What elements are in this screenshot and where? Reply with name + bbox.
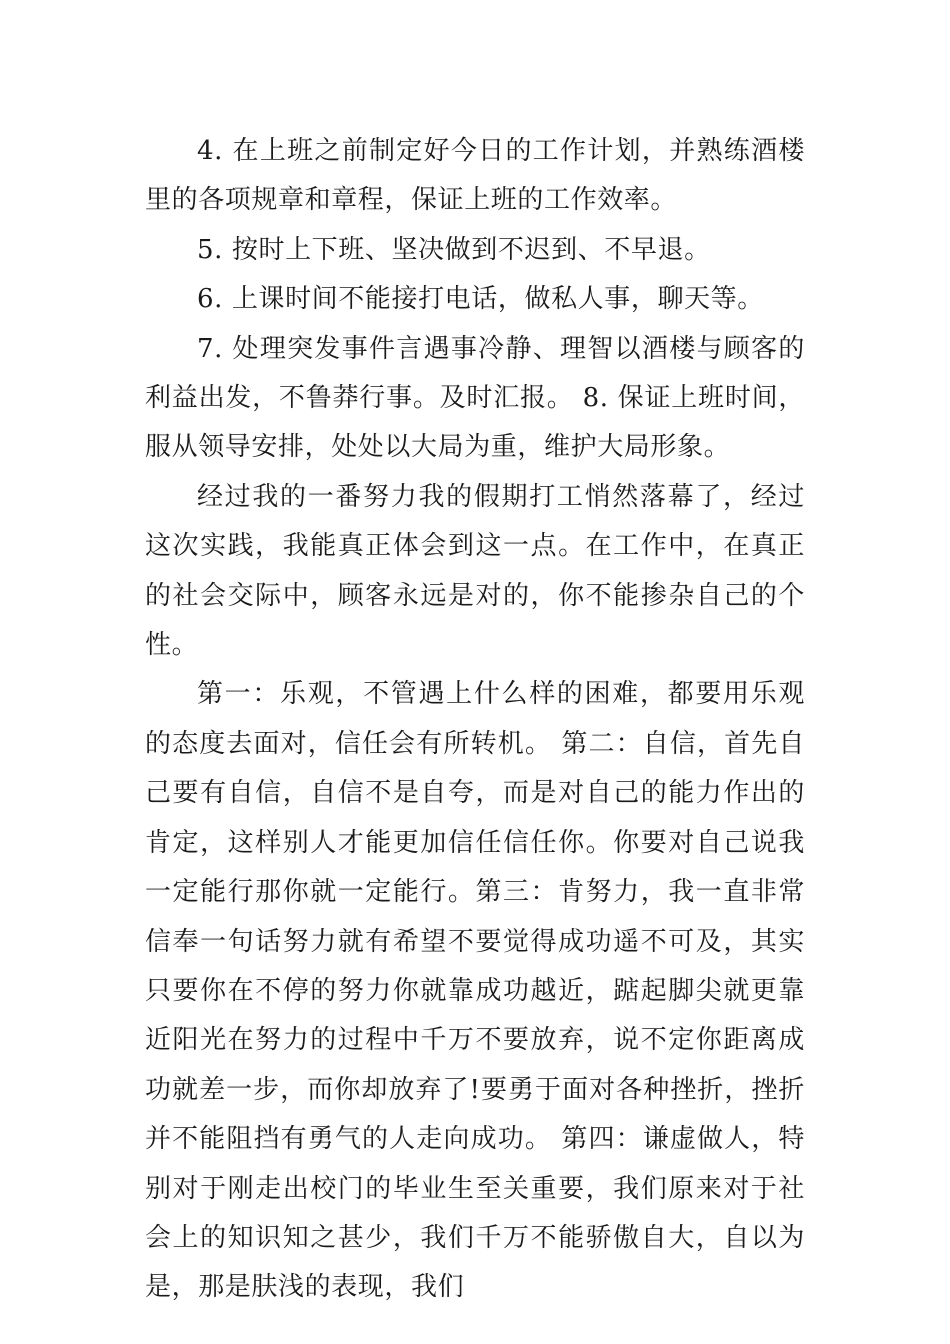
- paragraph-item-5: 5. 按时上下班、坚决做到不迟到、不早退。: [197, 234, 711, 265]
- paragraph-lessons: 第一：乐观，不管遇上什么样的困难，都要用乐观的态度去面对，信任会有所转机。 第二：自信，首先自己要有自信，自信不是自夸，而是对自己的能力作出的肯定，这样别人才能更加信任信任你。你要对自己说我一定能行那你就一定能行。第三：肯努力，我一直非常信奉一句话努力就有希望不要觉得成功遥不可及，其实只要你在不停的努力你就靠成功越近，踮起脚尖就更靠近阳光在努力的过程中千万不要放弃，说不定你距离成功就差一步，而你却放弃了!要勇于面对各种挫折，挫折并不能阻挡有勇气的人走向成功。 第四：谦虚做人，特别对于刚走出校门的毕业生至关重要，我们原来对于社会上的知识知之甚少，我们千万不能骄傲自大，自以为是，那是肤浅的表现，我们: [145, 679, 805, 1303]
- paragraph-item-7-8: 7. 处理突发事件言遇事冷静、理智以酒楼与顾客的利益出发，不鲁莽行事。及时汇报。 8. 保证上班时间，服从领导安排，处处以大局为重，维护大局形象。: [145, 333, 805, 463]
- paragraph-item-4: 4. 在上班之前制定好今日的工作计划，并熟练酒楼里的各项规章和章程，保证上班的工作效率。: [145, 136, 805, 216]
- paragraph-summary: 经过我的一番努力我的假期打工悄然落幕了，经过这次实践，我能真正体会到这一点。在工作中，在真正的社会交际中，顾客永远是对的，你不能掺杂自己的个性。: [145, 481, 805, 661]
- document-page: [145, 127, 805, 1313]
- paragraph-item-6: 6. 上课时间不能接打电话，做私人事，聊天等。: [197, 284, 764, 315]
